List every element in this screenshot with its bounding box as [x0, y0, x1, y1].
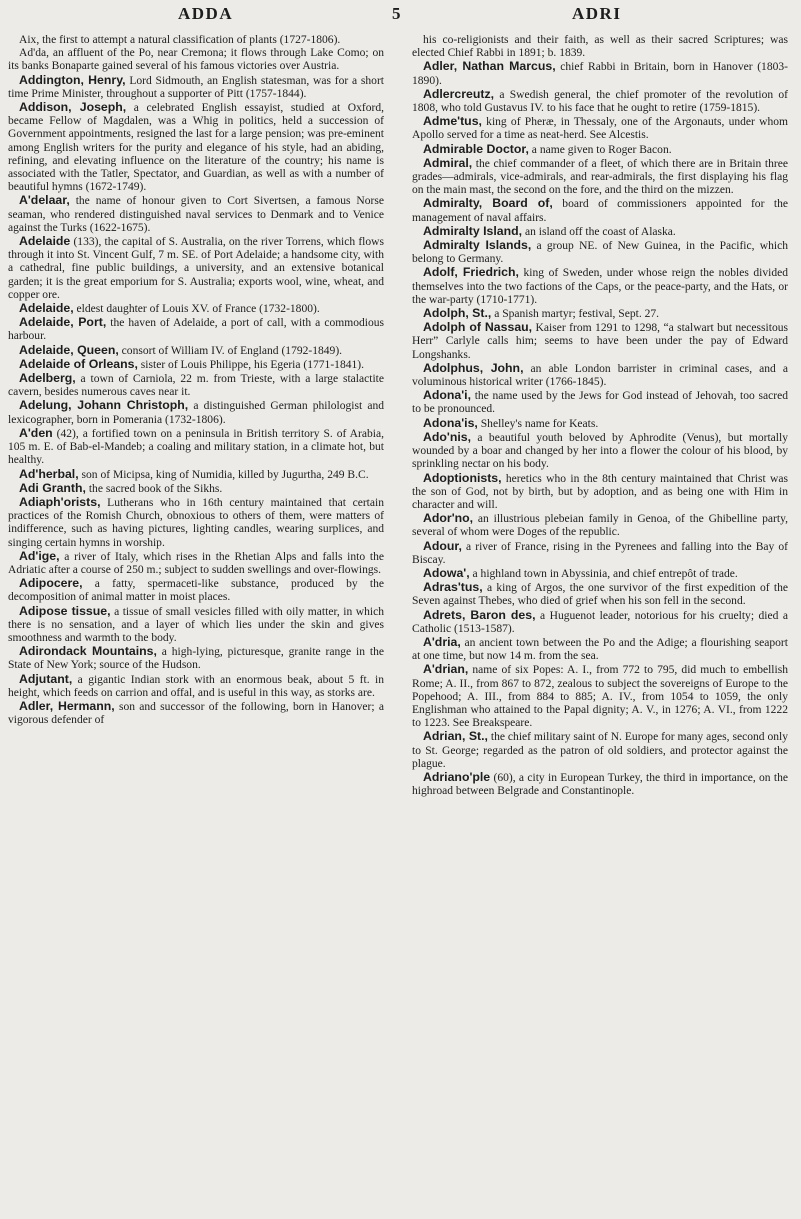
entry-definition: name of six Popes: A. I., from 772 to 795, did much to embellish Rome; A. II., from 867 to 872, zealous to subject the sovereigns of Europe to the Popehood; A. III., from 884 to 885; A. IV., from 1054 to 1059, the only Englishman who attained to the Papal dignity; A. V., in 1276; A. VI., from 1222 to 1223. See Breakspeare. [412, 664, 788, 730]
entry-definition: eldest daughter of Louis XV. of France (1732-1800). [73, 303, 320, 316]
entry-headword: Adolph, St., [423, 306, 492, 321]
entry-headword: Adelaide, Queen, [19, 342, 119, 357]
entry-definition: a Huguenot leader, notorious for his cruelty; died a Catholic (1513-1587). [412, 609, 788, 635]
entry-definition: an able London barrister in criminal cases, and a voluminous historical writer (1766-1845). [412, 362, 788, 389]
entry-headword: Adelaide [19, 234, 71, 249]
entry-definition: a group NE. of New Guinea, in the Pacific, which belong to Germany. [412, 240, 788, 266]
entry-headword: Adipose tissue, [19, 603, 111, 618]
entry-definition: heretics who in the 8th century maintained that Christ was the son of God, not by birth, but by adoption, and as being one with Him in character and will. [412, 472, 788, 511]
entry-headword: Admiral, [423, 155, 473, 170]
dictionary-entry [8, 496, 384, 550]
entry-headword: Adolphus, John, [423, 360, 524, 375]
dictionary-entry [412, 663, 788, 730]
entry-definition: a highland town in Abyssinia, and chief entrepôt of trade. [469, 567, 738, 580]
dictionary-entry [412, 88, 788, 115]
entry-headword: Adler, Nathan Marcus, [423, 59, 556, 74]
dictionary-entry [412, 431, 788, 472]
entry-definition: sister of Louis Philippe, his Egeria (1771-1841). [137, 358, 365, 371]
entry-definition: a beautiful youth beloved by Aphrodite (Venus), but mortally wounded by a boar and changed by her into a flower the colour of his blood, by sprinkling nectar on his body. [412, 431, 788, 471]
entry-definition: king of Sweden, under whose reign the nobles divided themselves into the two factions of the Caps, or the peace-party, and the Hats, or the war-party (1710-1771). [412, 267, 789, 306]
dictionary-entry [8, 550, 384, 577]
entry-definition: a town of Carniola, 22 m. from Trieste, with a large stalactite cavern, besides numerous caves near it. [8, 373, 384, 399]
entry-definition: consort of William IV. of England (1792-1849). [118, 344, 343, 357]
dictionary-entry [8, 399, 384, 426]
dictionary-entry [412, 321, 788, 362]
dictionary-entry [412, 512, 788, 539]
entry-definition: chief Rabbi in Britain, born in Hanover (1803-1890). [412, 61, 788, 87]
entry-headword: Ador'no, [423, 511, 474, 526]
dictionary-entry [8, 302, 384, 316]
dictionary-entry [8, 358, 384, 372]
entry-headword: Ado'nis, [423, 429, 472, 444]
dictionary-entry [8, 316, 384, 343]
entry-headword: Adelberg, [19, 371, 76, 386]
entry-headword: Ad'herbal, [19, 466, 79, 481]
entry-headword: Addington, Henry, [19, 72, 126, 87]
dictionary-entry [8, 700, 384, 727]
entry-headword: Admirable Doctor, [423, 141, 529, 156]
entry-definition: the sacred book of the Sikhs. [85, 482, 223, 495]
entry-definition: a distinguished German philologist and lexicographer, born in Pomerania (1732-1806). [8, 400, 385, 426]
entry-headword: Adlercreutz, [423, 86, 495, 101]
right-column [412, 34, 788, 798]
entry-definition: a river of Italy, which rises in the Rhetian Alps and falls into the Adriatic after a course of 250 m.; subject to sudden swellings and over-flowings. [8, 550, 384, 576]
entry-headword: Adolf, Friedrich, [423, 265, 519, 280]
entry-headword: Adirondack Mountains, [19, 644, 157, 659]
entry-headword: Ad'ige, [19, 548, 60, 563]
entry-definition: (60), a city in European Turkey, the third in importance, on the highroad between Belgrade and Constantinople. [412, 771, 788, 798]
entry-definition: a name given to Roger Bacon. [528, 143, 672, 156]
dictionary-entry [412, 417, 788, 431]
entry-definition: Aix, the first to attempt a natural classification of plants (1727-1806). [19, 34, 341, 46]
dictionary-entry [412, 143, 788, 157]
entry-headword: Adjutant, [19, 671, 73, 686]
dictionary-entry [8, 468, 384, 482]
dictionary-entry [412, 34, 788, 60]
dictionary-entry [412, 771, 788, 798]
entry-definition: a king of Argos, the one survivor of the first expedition of the Seven against Thebes, who died of grief when his son fell in the second. [412, 582, 788, 608]
dictionary-entry [412, 307, 788, 321]
entry-headword: A'drian, [423, 662, 469, 677]
entry-headword: A'delaar, [19, 193, 70, 208]
dictionary-entry [412, 730, 788, 771]
dictionary-entry [412, 389, 788, 416]
dictionary-entry [412, 472, 788, 513]
dictionary-entry [412, 266, 788, 307]
dictionary-entry [8, 235, 384, 302]
dictionary-entry [412, 225, 788, 239]
entry-definition: the name used by the Jews for God instead of Jehovah, too sacred to be pronounced. [412, 390, 788, 416]
entry-headword: Adipocere, [19, 576, 83, 591]
dictionary-entry [8, 194, 384, 235]
entry-headword: Adoptionists, [423, 470, 502, 485]
dictionary-entry [412, 60, 788, 87]
entry-headword: Adler, Hermann, [19, 698, 115, 713]
dictionary-entry [8, 577, 384, 604]
entry-headword: Adrian, St., [423, 729, 488, 744]
entry-headword: Admiralty Island, [423, 223, 523, 238]
dictionary-entry [412, 362, 788, 389]
dictionary-entry [8, 101, 384, 194]
entry-headword: Adiaph'orists, [19, 494, 101, 509]
dictionary-entry [412, 567, 788, 581]
entry-definition: a Swedish general, the chief promoter of the revolution of 1808, who told Gustavus IV. to his face that he ought to retire (1759-1815). [412, 88, 788, 115]
entry-definition: son of Micipsa, king of Numidia, killed by Jugurtha, 249 B.C. [78, 468, 369, 481]
entry-definition: (42), a fortified town on a peninsula in British territory S. of Arabia, 105 m. E. of Bab-el-Mandeb; a coaling and military station, in a climate hot, but healthy. [8, 427, 384, 467]
entry-headword: Adelung, Johann Christoph, [19, 398, 189, 413]
entry-definition: king of Pheræ, in Thessaly, one of the Argonauts, under whom Apollo served for a time as neat-herd. See Alcestis. [412, 116, 788, 142]
entry-headword: A'dria, [423, 634, 461, 649]
entry-headword: A'den [19, 425, 53, 440]
entry-definition: a fatty, spermaceti-like substance, produced by the decomposition of animal matter in moist places. [8, 578, 384, 604]
entry-definition: his co-religionists and their faith, as well as their sacred Scriptures; was elected Chief Rabbi in 1891; b. 1839. [412, 34, 788, 60]
dictionary-entry [412, 239, 788, 266]
entry-headword: Admiralty, Board of, [423, 196, 553, 211]
entry-definition: an ancient town between the Po and the Adige; a flourishing seaport at one time, but now 14 m. from the sea. [412, 636, 788, 663]
header-last-guide-word: ADRI [572, 4, 622, 23]
entry-definition: a Spanish martyr; festival, Sept. 27. [491, 308, 660, 321]
entry-definition: Shelley's name for Keats. [477, 417, 599, 430]
entry-headword: Adolph of Nassau, [423, 320, 533, 335]
entry-headword: Adour, [423, 538, 462, 553]
entry-definition: a gigantic Indian stork with an enormous beak, about 5 ft. in height, which feeds on carrion and offal, and is useful in this way, as storks are. [8, 673, 384, 699]
entry-headword: Adme'tus, [423, 114, 482, 129]
running-head [0, 4, 801, 24]
dictionary-entry [412, 157, 788, 198]
entry-headword: Admiralty Islands, [423, 238, 532, 253]
entry-definition: Lord Sidmouth, an English statesman, was for a short time Prime Minister, throughout a supporter of Pitt (1757-1844). [8, 74, 385, 100]
entry-definition: a celebrated English essayist, studied at Oxford, became Fellow of Magdalen, was a Whig in politics, held a succession of Government appointments, resigned the last for a large pension; was pre-eminent among English writers for the purity and elegance of his style, had an abiding, refining, and elevating influence on the literature of the country; his name is associated with the Tatler, Spectator, and Guardian, as well as with a number of beautiful hymns (1672-1749). [8, 102, 385, 194]
entry-definition: Ad'da, an affluent of the Po, near Cremona; it flows through Lake Como; on its banks Bonaparte gained several of his famous victories over Austria. [8, 47, 384, 73]
entry-definition: the chief military saint of N. Europe for many ages, second only to St. George; regarded as the patron of old soldiers, and protector against the plague. [412, 731, 788, 770]
entry-definition: the name of honour given to Cort Sivertsen, a famous Norse seaman, who rendered distinguished naval services to Denmark and to Venice against the Turks (1622-1675). [8, 195, 384, 234]
entry-definition: (133), the capital of S. Australia, on the river Torrens, which flows through it into St. Vincent Gulf, 7 m. SE. of Port Adelaide; a handsome city, with a cathedral, fine public buildings, a university, and an extensive botanical garden; it is the great emporium for S. Australia; exports wool, wine, wheat, and copper ore. [8, 236, 384, 301]
entry-definition: a tissue of small vesicles filled with oily matter, in which there is no sensation, and a layer of which lies under the skin and gives smoothness and warmth to the body. [8, 605, 384, 644]
entry-headword: Adowa', [423, 565, 470, 580]
entry-definition: an illustrious plebeian family in Genoa, of the Ghibelline party, several of whom were Doges of the republic. [412, 513, 788, 539]
dictionary-entry [8, 427, 384, 468]
entry-headword: Addison, Joseph, [19, 100, 127, 115]
entry-definition: Kaiser from 1291 to 1298, “a stalwart but necessitous Herr” Carlyle calls him; seems to have been under the pay of Edward Longshanks. [412, 322, 788, 361]
entry-definition: son and successor of the following, born in Hanover; a vigorous defender of [8, 700, 384, 727]
entry-headword: Adona'i, [423, 388, 472, 403]
dictionary-entry [8, 673, 384, 700]
dictionary-entry [412, 115, 788, 142]
dictionary-entry [8, 34, 384, 47]
entry-definition: a high-lying, picturesque, granite range in the State of New York; source of the Hudson. [8, 646, 384, 672]
dictionary-entry [412, 636, 788, 663]
entry-headword: Adras'tus, [423, 580, 483, 595]
dictionary-entry [412, 540, 788, 567]
entry-headword: Adona'is, [423, 415, 478, 430]
entry-headword: Adelaide of Orleans, [19, 356, 138, 371]
entry-definition: board of commissioners appointed for the management of naval affairs. [412, 198, 789, 224]
entry-definition: the haven of Adelaide, a port of call, with a commodious harbour. [8, 317, 384, 343]
dictionary-entry [412, 609, 788, 636]
dictionary-entry [8, 605, 384, 646]
entry-headword: Adelaide, [19, 301, 74, 316]
entry-headword: Adi Granth, [19, 480, 86, 495]
left-column [8, 34, 384, 727]
entry-headword: Adelaide, Port, [19, 315, 107, 330]
dictionary-entry [8, 344, 384, 358]
page-number: 5 [392, 4, 402, 23]
entry-definition: the chief commander of a fleet, of which there are in Britain three grades—admirals, vice-admirals, and rear-admirals, the first displaying his flag on the main mast, the second on the fore, and the third on the mizzen. [412, 157, 788, 197]
dictionary-entry [412, 197, 788, 224]
header-first-guide-word: ADDA [178, 4, 234, 23]
dictionary-entry [8, 47, 384, 73]
dictionary-entry [8, 74, 384, 101]
entry-definition: a river of France, rising in the Pyrenees and falling into the Bay of Biscay. [412, 540, 788, 566]
dictionary-entry [8, 372, 384, 399]
dictionary-entry [8, 482, 384, 496]
entry-definition: an island off the coast of Alaska. [522, 225, 676, 238]
dictionary-entry [8, 645, 384, 672]
entry-definition: Lutherans who in 16th century maintained that certain practices of the Romish Church, obnoxious to others of them, were matters of indifference, such as having pictures, lighting candles, wearing surplices, and singing certain hymns in worship. [8, 496, 384, 549]
entry-headword: Adriano'ple [423, 769, 491, 784]
entry-headword: Adrets, Baron des, [423, 607, 536, 622]
dictionary-entry [412, 581, 788, 608]
